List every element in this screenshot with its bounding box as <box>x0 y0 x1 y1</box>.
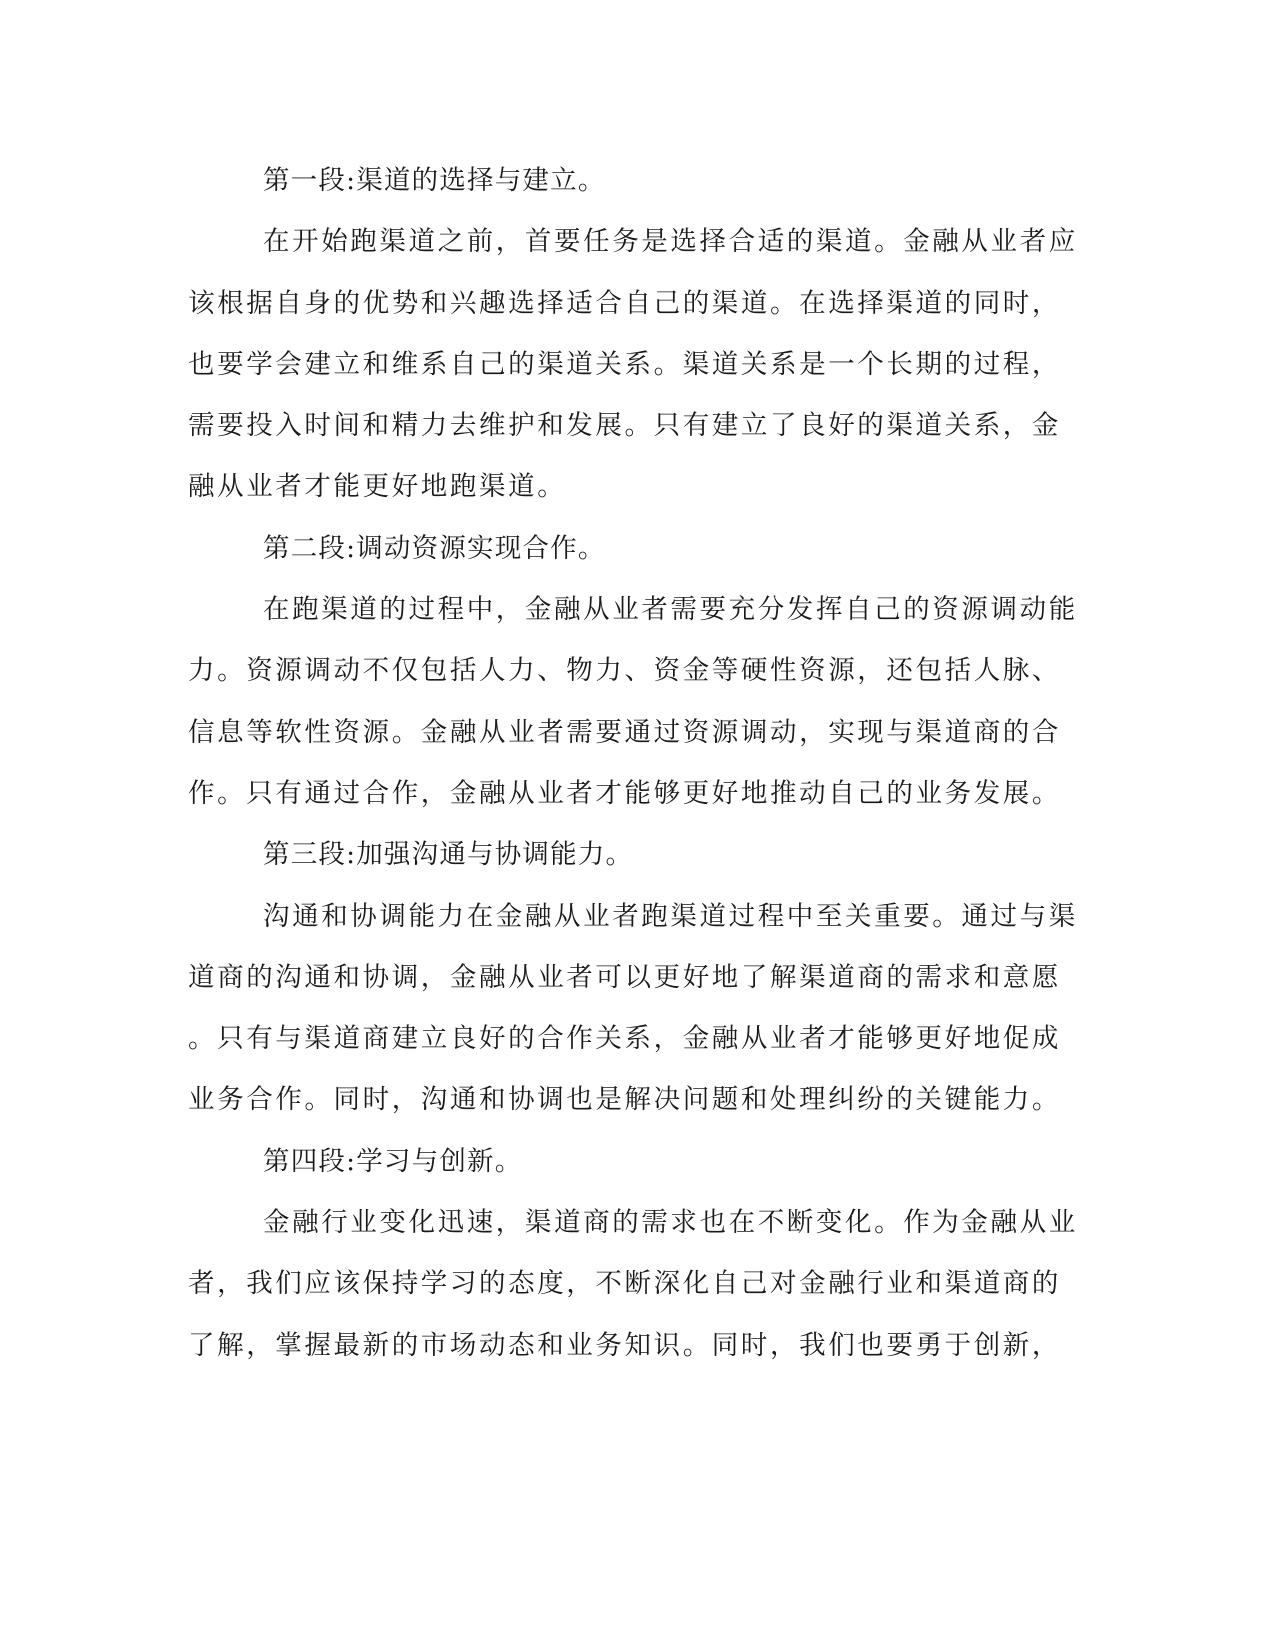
section-heading-4: 第四段:学习与创新。 <box>263 1145 523 1177</box>
paragraph-line: 也要学会建立和维系自己的渠道关系。渠道关系是一个长期的过程， <box>188 348 1061 380</box>
paragraph-line: 信息等软性资源。金融从业者需要通过资源调动，实现与渠道商的合 <box>188 716 1061 748</box>
paragraph-line: 沟通和协调能力在金融从业者跑渠道过程中至关重要。通过与渠 <box>263 900 1078 932</box>
paragraph-line: 作。只有通过合作，金融从业者才能够更好地推动自己的业务发展。 <box>188 777 1061 809</box>
paragraph-line: 该根据自身的优势和兴趣选择适合自己的渠道。在选择渠道的同时， <box>188 287 1061 319</box>
paragraph-line: 金融行业变化迅速，渠道商的需求也在不断变化。作为金融从业 <box>263 1207 1078 1239</box>
section-heading-1: 第一段:渠道的选择与建立。 <box>263 165 606 196</box>
paragraph-line: 需要投入时间和精力去维护和发展。只有建立了良好的渠道关系，金 <box>188 410 1061 442</box>
paragraph-line: 。只有与渠道商建立良好的合作关系，金融从业者才能够更好地促成 <box>188 1023 1061 1055</box>
paragraph-line: 业务合作。同时，沟通和协调也是解决问题和处理纠纷的关键能力。 <box>188 1084 1061 1116</box>
section-heading-2: 第二段:调动资源实现合作。 <box>263 532 606 564</box>
section-heading-3: 第三段:加强沟通与协调能力。 <box>263 839 634 871</box>
paragraph-line: 道商的沟通和协调，金融从业者可以更好地了解渠道商的需求和意愿 <box>188 961 1061 993</box>
paragraph-line: 者，我们应该保持学习的态度，不断深化自己对金融行业和渠道商的 <box>188 1268 1061 1300</box>
paragraph-line: 了解，掌握最新的市场动态和业务知识。同时，我们也要勇于创新， <box>188 1329 1061 1361</box>
document-body <box>188 163 1078 1389</box>
paragraph-line: 在开始跑渠道之前，首要任务是选择合适的渠道。金融从业者应 <box>263 226 1078 258</box>
paragraph-line: 力。资源调动不仅包括人力、物力、资金等硬性资源，还包括人脉、 <box>188 655 1061 687</box>
paragraph-line: 融从业者才能更好地跑渠道。 <box>188 471 567 503</box>
paragraph-line: 在跑渠道的过程中，金融从业者需要充分发挥自己的资源调动能 <box>263 594 1078 626</box>
